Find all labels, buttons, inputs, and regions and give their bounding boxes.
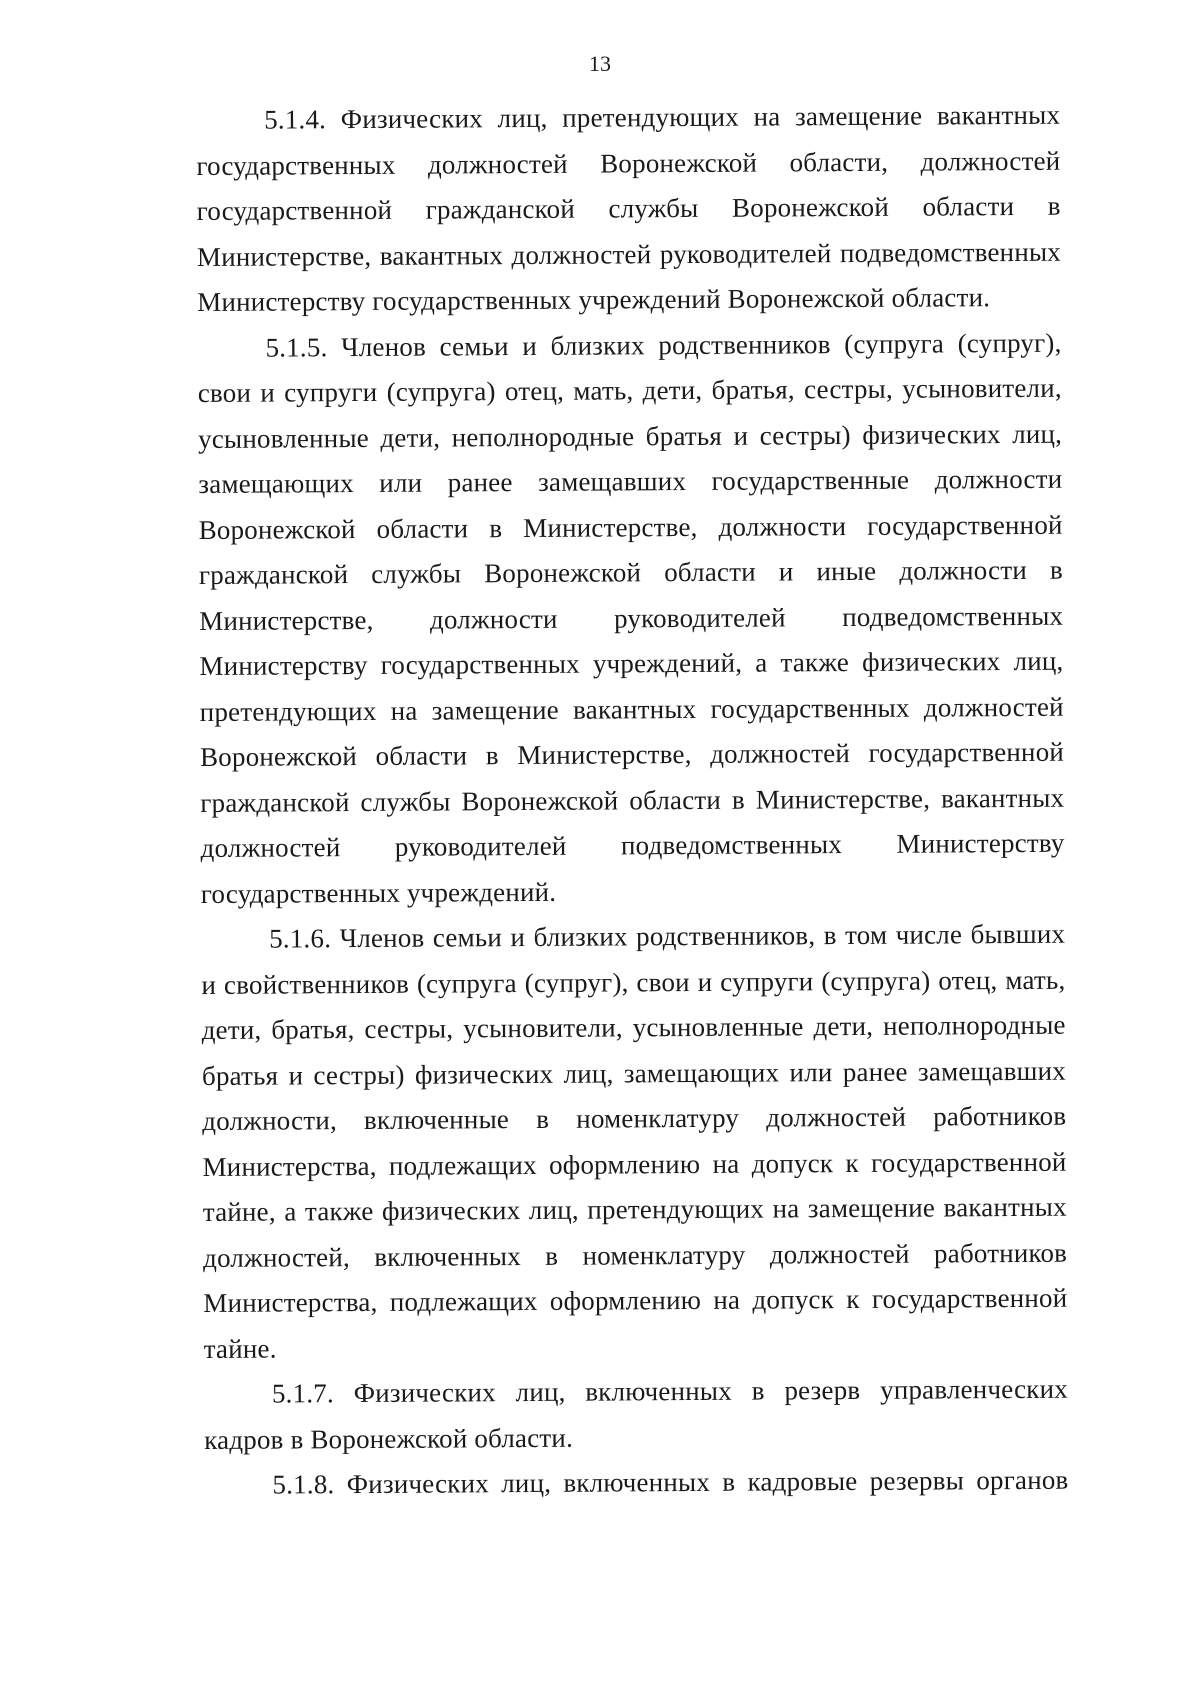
clause-5-1-4: 5.1.4. Физических лиц, претендующих на замещение вакантных государственных должностей Воронежской области, должностей государственной гражданской службы Воронежской области в Министерстве, вакантных должностей руководителей подведомственных Министерству государственных учреждений Воронежской области. [196,99,1062,317]
page-number: 13 [589,51,611,76]
clause-5-1-6: 5.1.6. Членов семьи и близких родственников, в том числе бывших и свойственников (супруга (супруг), свои и супруги (супруга) отец, мать, дети, братья, сестры, усыновители, усыновленные дети, неполнородные братья и сестры) физических лиц, замещающих или ранее замещавших должности, включенные в номенклатуру должностей работников Министерства, подлежащих оформлению на допуск к государственной тайне, а также физических лиц, претендующих на замещение вакантных должностей, включенных в номенклатуру должностей работников Министерства, подлежащих оформлению на допуск к государственной тайне. [201,918,1068,1364]
clause-5-1-8: 5.1.8. Физических лиц, включенных в кадровые резервы органов [272,1464,1069,1500]
document-body [196,93,1069,1509]
clause-5-1-7: 5.1.7. Физических лиц, включенных в резерв управленческих кадров в Воронежской области. [204,1373,1068,1455]
clause-5-1-5: 5.1.5. Членов семьи и близких родственников (супруга (супруг), свои и супруги (супруга) отец, мать, дети, братья, сестры, усыновители, усыновленные дети, неполнородные братья и сестры) физических лиц, замещающих или ранее замещавших государственные должности Воронежской области в Министерстве, должности государственной гражданской службы Воронежской области и иные должности в Министерстве, должности руководителей подведомственных Министерству государственных учреждений, а также физических лиц, претендующих на замещение вакантных государственных должностей Воронежской области в Министерстве, должностей государственной гражданской службы Воронежской области в Министерстве, вакантных должностей руководителей подведомственных Министерству государственных учреждений. [197,327,1065,909]
